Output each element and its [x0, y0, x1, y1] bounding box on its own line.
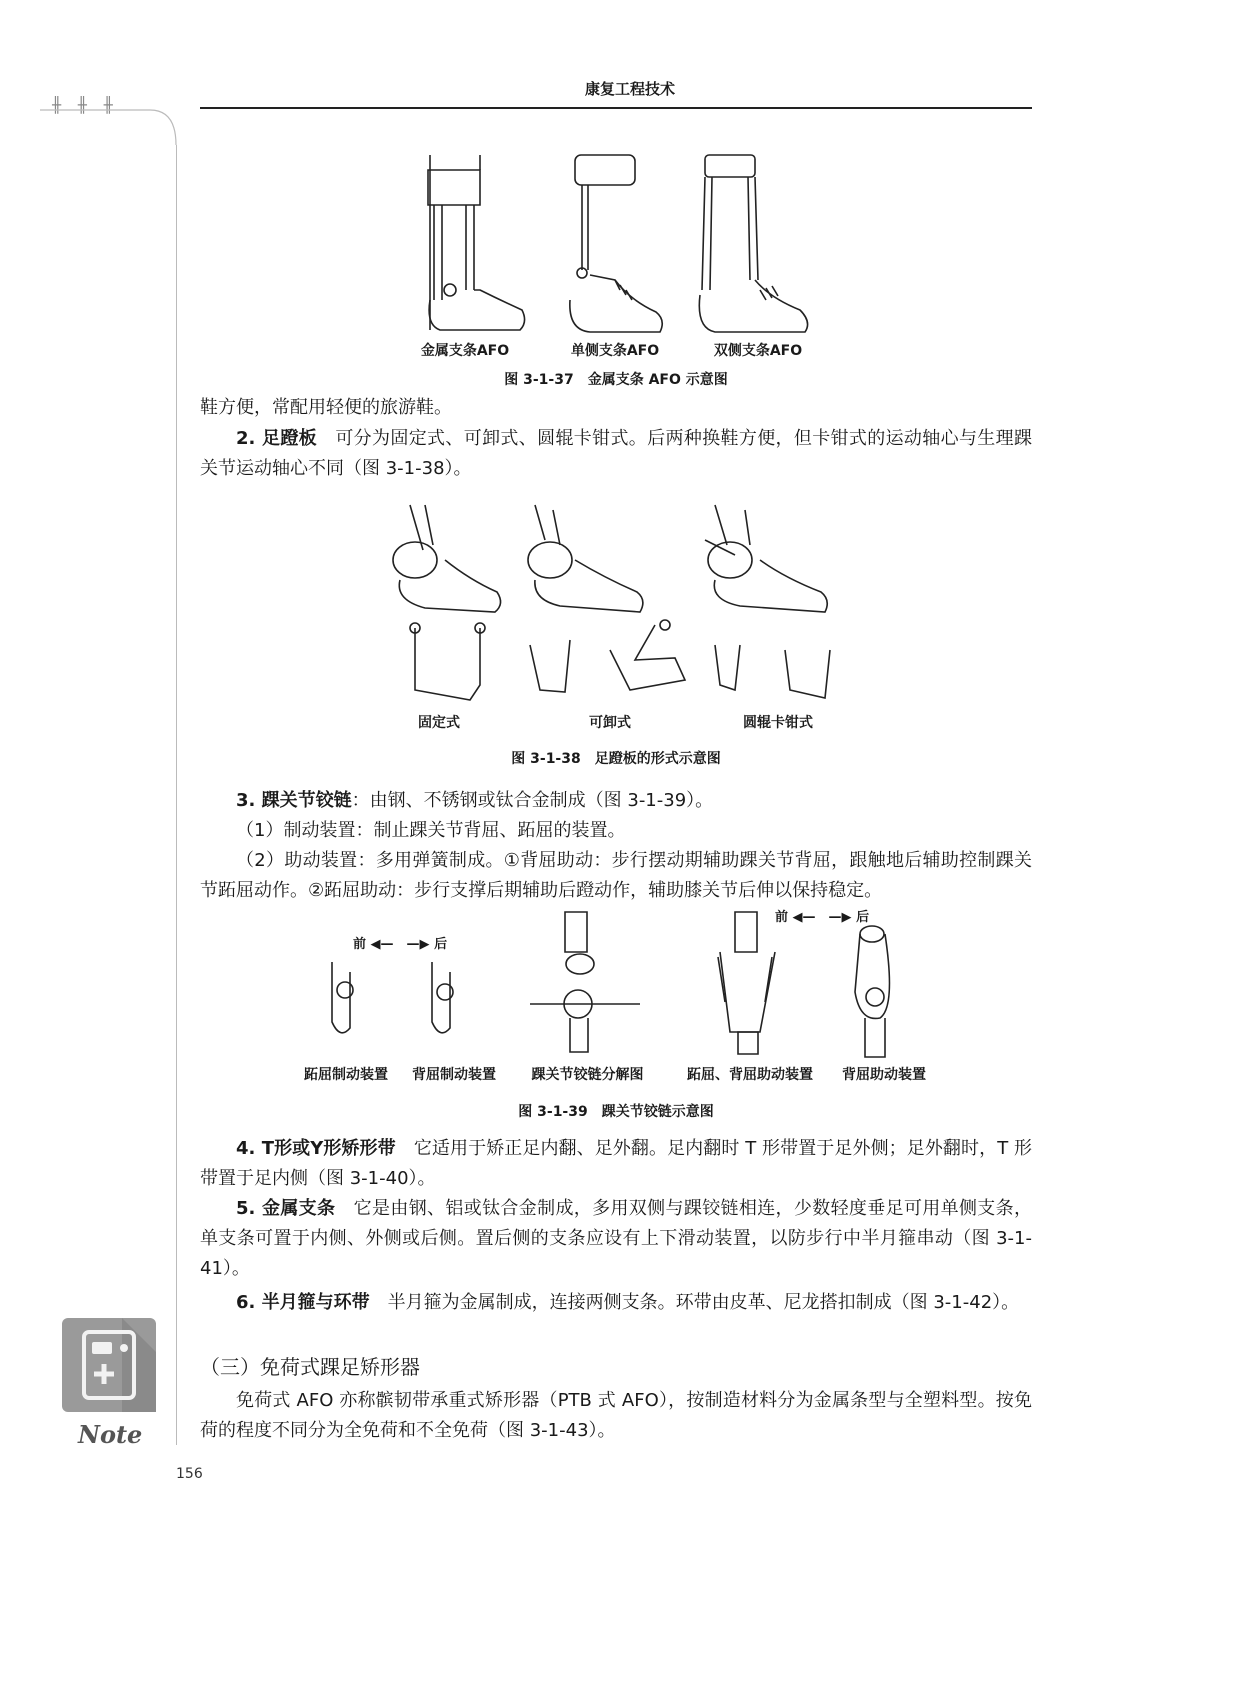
fig39-label-2: 背屈制动装置 — [412, 1067, 496, 1083]
paragraph: （1）制动装置：制止踝关节背屈、跖屈的装置。 — [236, 820, 626, 841]
paragraph-text: ：由钢、不锈钢或钛合金制成（图 3-1-39）。 — [351, 790, 714, 811]
paragraph-heading: 3. 踝关节铰链 — [236, 790, 352, 811]
back-text: 后 — [434, 937, 448, 952]
fig38-caption: 图 3-1-38 足蹬板的形式示意图 — [511, 751, 721, 767]
paragraph-heading: 6. 半月箍与环带 — [236, 1292, 370, 1313]
fig39-label-1: 跖屈制动装置 — [304, 1067, 388, 1083]
front-text: 前 — [353, 937, 367, 952]
fig39-label-3: 踝关节铰链分解图 — [531, 1067, 644, 1083]
section-heading: （三）免荷式踝足矫形器 — [200, 1355, 420, 1379]
fig37-label-2: 单侧支条AFO — [570, 343, 660, 359]
fig37-label-1: 金属支条AFO — [420, 343, 510, 359]
header-rule — [200, 107, 1032, 109]
running-header: 康复工程技术 — [584, 80, 675, 98]
note-icon — [62, 1318, 156, 1412]
fig38-label-1: 固定式 — [418, 715, 460, 731]
paragraph-ankle-hinge — [200, 786, 1032, 816]
paragraph-t-strap — [200, 1134, 1032, 1194]
margin-decoration: ╫ ╫ ╫ — [52, 96, 119, 114]
front-label-2: 前 ◀— —▶ 后 — [775, 910, 870, 925]
fig39-label-5: 背屈助动装置 — [842, 1067, 926, 1083]
paragraph-text: 它适用于矫正足内翻、足外翻。足内翻时 T 形带置于足外侧；足外翻时，T 形带置于足内侧（图 3-1-40）。 — [200, 1138, 1032, 1189]
paragraph-heading: 2. 足蹬板 — [236, 428, 317, 449]
fig37-label-3: 双侧支条AFO — [713, 343, 803, 359]
paragraph-calf-band — [200, 1288, 1032, 1318]
fig39-label-4: 跖屈、背屈助动装置 — [687, 1067, 813, 1083]
paragraph-text: 半月箍为金属制成，连接两侧支条。环带由皮革、尼龙搭扣制成（图 3-1-42）。 — [369, 1292, 1020, 1313]
fig38-label-3: 圆辊卡钳式 — [743, 715, 813, 731]
figure-3-1-38-drawing — [385, 500, 845, 705]
margin-curve — [40, 100, 180, 150]
front-label: 前 ◀— —▶ 后 — [353, 937, 448, 952]
margin-rule — [176, 145, 177, 1445]
paragraph-text: 它是由钢、铝或钛合金制成，多用双侧与踝铰链相连，少数轻度垂足可用单侧支条，单支条可置于内侧、外侧或后侧。置后侧的支条应设有上下滑动装置，以防步行中半月箍串动（图 3-1-41）。 — [200, 1198, 1032, 1279]
paragraph: （2）助动装置：多用弹簧制成。①背屈助动：步行摆动期辅助踝关节背屈，跟触地后辅助控制踝关节跖屈动作。②跖屈助动：步行支撑后期辅助后蹬动作，辅助膝关节后伸以保持稳定。 — [200, 850, 1032, 901]
paragraph-heading: 4. T形或Y形矫形带 — [236, 1138, 396, 1159]
paragraph-metal-upright — [200, 1194, 1032, 1284]
paragraph-text: 可分为固定式、可卸式、圆辊卡钳式。后两种换鞋方便，但卡钳式的运动轴心与生理踝关节运动轴心不同（图 3-1-38）。 — [200, 428, 1032, 479]
page-number: 156 — [176, 1466, 203, 1482]
fig39-caption: 图 3-1-39 踝关节铰链示意图 — [518, 1104, 714, 1120]
paragraph-heading: 5. 金属支条 — [236, 1198, 336, 1219]
paragraph-footplate — [200, 424, 1032, 484]
figure-3-1-39-drawing — [320, 912, 920, 1060]
note-label: Note — [78, 1420, 143, 1449]
paragraph: 免荷式 AFO 亦称髌韧带承重式矫形器（PTB 式 AFO），按制造材料分为金属条型与全塑料型。按免荷的程度不同分为全免荷和不全免荷（图 3-1-43）。 — [200, 1390, 1032, 1441]
figure-3-1-37-drawing — [420, 150, 820, 335]
front-text: 前 — [775, 910, 789, 925]
fig37-caption: 图 3-1-37 金属支条 AFO 示意图 — [504, 372, 728, 388]
back-text: 后 — [856, 910, 870, 925]
fig38-label-2: 可卸式 — [589, 715, 631, 731]
paragraph: 鞋方便，常配用轻便的旅游鞋。 — [200, 397, 452, 418]
